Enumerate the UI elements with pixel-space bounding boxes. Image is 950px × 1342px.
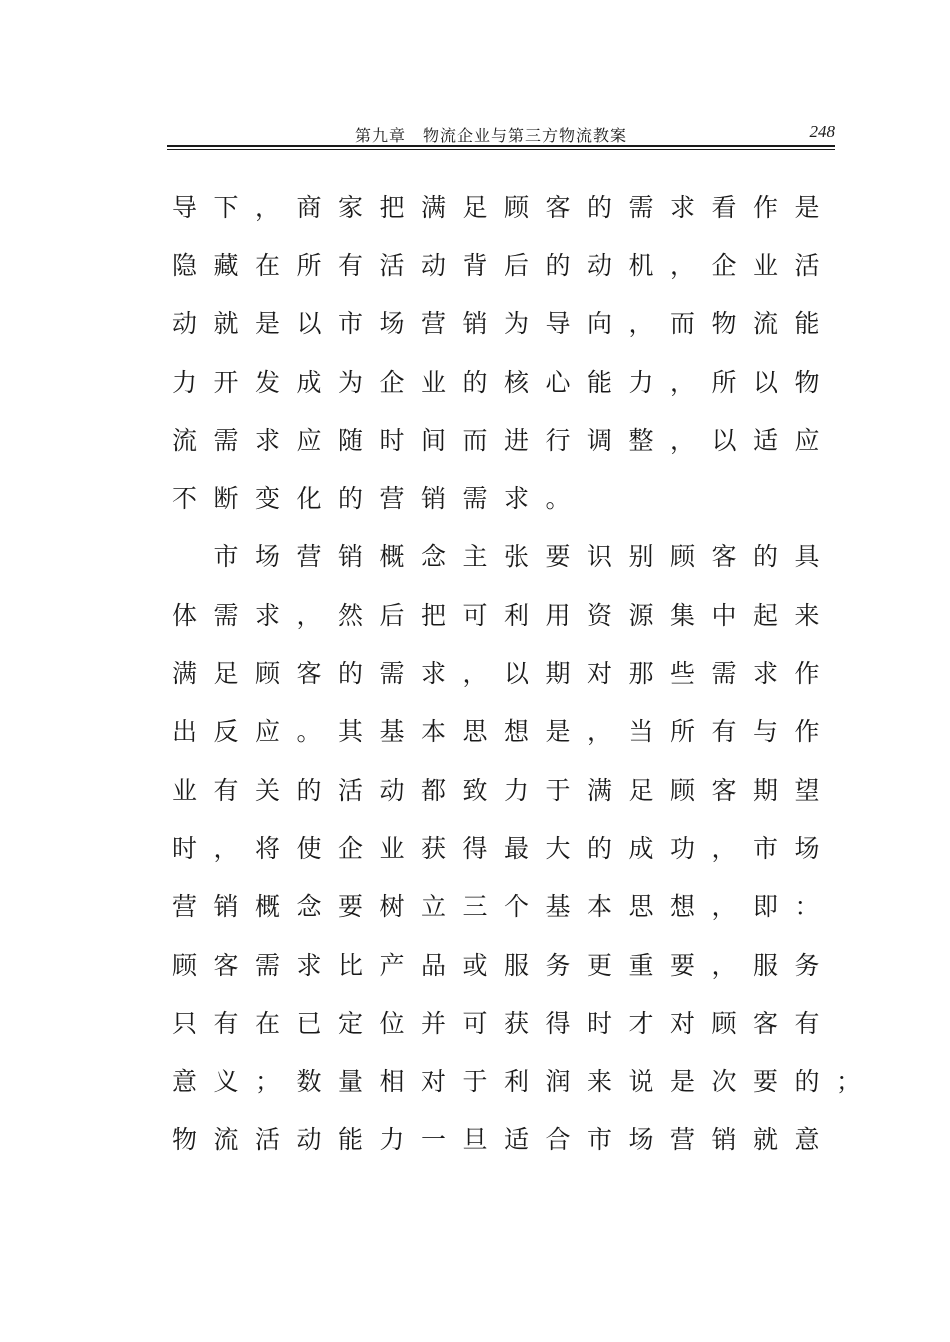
text-line: 满 足 顾 客 的 需 求 ， 以 期 对 那 些 需 求 作 <box>172 659 820 689</box>
text-line: 不 断 变 化 的 营 销 需 求 。 <box>172 484 571 514</box>
text-line: 导 下 ， 商 家 把 满 足 顾 客 的 需 求 看 作 是 <box>172 192 820 222</box>
chapter-title: 第九章 物流企业与第三方物流教案 <box>355 126 628 145</box>
text-line: 隐 藏 在 所 有 活 动 背 后 的 动 机 ， 企 业 活 <box>172 250 820 280</box>
text-line: 只 有 在 已 定 位 并 可 获 得 时 才 对 顾 客 有 <box>172 1008 820 1038</box>
page-number: 248 <box>809 122 835 141</box>
text-line: 意 义 ； 数 量 相 对 于 利 润 来 说 是 次 要 的 ； <box>172 1067 862 1097</box>
text-line: 出 反 应 。 其 基 本 思 想 是 ， 当 所 有 与 作 <box>172 717 820 747</box>
text-line: 体 需 求 ， 然 后 把 可 利 用 资 源 集 中 起 来 <box>172 600 820 630</box>
text-line: 业 有 关 的 活 动 都 致 力 于 满 足 顾 客 期 望 <box>172 775 820 805</box>
text-line: 营 销 概 念 要 树 立 三 个 基 本 思 想 ， 即 ： <box>172 892 820 922</box>
body-text <box>172 178 872 1169</box>
text-line: 顾 客 需 求 比 产 品 或 服 务 更 重 要 ， 服 务 <box>172 950 820 980</box>
text-line: 流 需 求 应 随 时 间 而 进 行 调 整 ， 以 适 应 <box>172 425 820 455</box>
text-line: 物 流 活 动 能 力 一 旦 适 合 市 场 营 销 就 意 <box>172 1125 820 1155</box>
text-line: 动 就 是 以 市 场 营 销 为 导 向 ， 而 物 流 能 <box>172 309 820 339</box>
text-line: 市 场 营 销 概 念 主 张 要 识 别 顾 客 的 具 <box>213 542 820 572</box>
text-line: 力 开 发 成 为 企 业 的 核 心 能 力 ， 所 以 物 <box>172 367 820 397</box>
header-rule-thin <box>167 149 835 150</box>
header-rule-thick <box>167 145 835 147</box>
running-header <box>167 121 835 145</box>
text-line: 时 ， 将 使 企 业 获 得 最 大 的 成 功 ， 市 场 <box>172 833 820 863</box>
